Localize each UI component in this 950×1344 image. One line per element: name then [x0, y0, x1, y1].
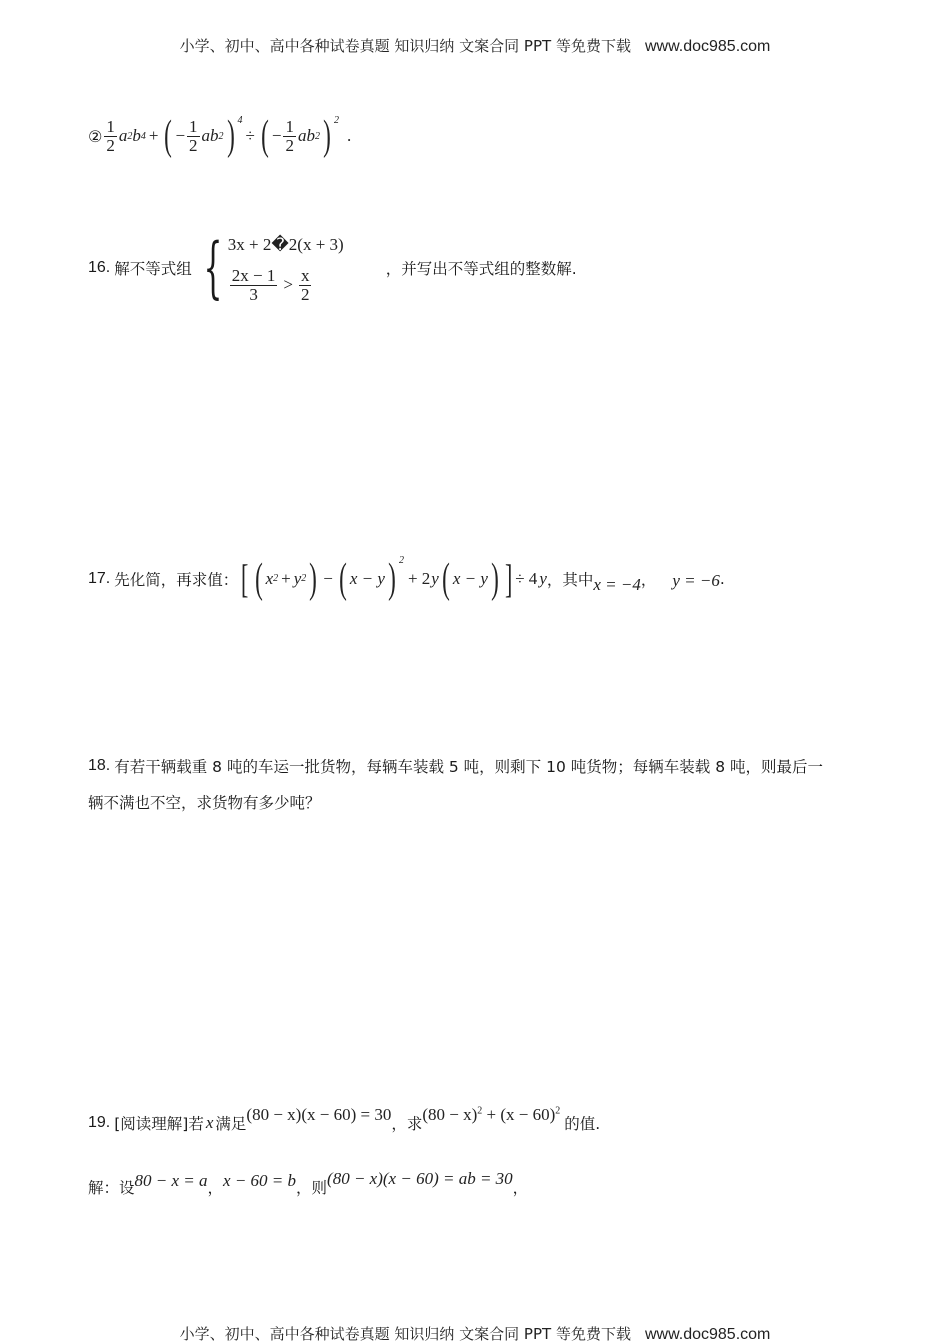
x-value: x = −4	[593, 574, 641, 594]
solution-prefix: 解：设	[88, 1179, 135, 1197]
question-19-prefix: [阅读理解]若	[114, 1115, 204, 1133]
question-17-mid: ，其中	[546, 570, 594, 589]
item-marker: ②	[88, 126, 103, 146]
question-18-continued	[88, 791, 321, 813]
variable-x: x	[205, 1113, 214, 1132]
value-separator: ，	[640, 570, 657, 589]
question-number: 16.	[88, 259, 111, 276]
question-19-mid2: ，求	[391, 1115, 423, 1133]
solution-comma-1: ，	[207, 1179, 224, 1197]
question-19	[88, 1105, 601, 1134]
question-17-prefix: 先化简，再求值：	[114, 570, 239, 589]
header-text: 小学、初中、高中各种试卷真题 知识归纳 文案合同 PPT 等免费下载	[179, 37, 631, 55]
question-number: 19.	[88, 1114, 111, 1131]
question-19-suffix: 的值.	[564, 1115, 601, 1133]
footer-text: 小学、初中、高中各种试卷真题 知识归纳 文案合同 PPT 等免费下载	[179, 1325, 631, 1343]
page-footer	[0, 1323, 950, 1344]
question-16	[88, 228, 577, 308]
item-2	[88, 115, 351, 157]
question-19-mid: 满足	[215, 1115, 247, 1133]
solution	[88, 1169, 529, 1198]
question-number: 17.	[88, 569, 111, 587]
inequality-1: 3x + 2�2(x + 3)	[227, 235, 344, 254]
substitution-a: 80 − x = a	[134, 1171, 208, 1190]
substitution-b: x − 60 = b	[223, 1171, 297, 1190]
y-value: y = −6	[672, 570, 720, 590]
product-equation: (80 − x)(x − 60) = ab = 30	[327, 1169, 513, 1188]
question-number: 18.	[88, 757, 111, 774]
question-18-line-2: 辆不满也不空，求货物有多少吨？	[88, 794, 321, 812]
page-header	[0, 35, 950, 56]
question-18-line-1: 有若干辆载重 8 吨的车运一批货物，每辆车装载 5 吨，则剩下 10 吨货物；每辆车装载 8 吨，则最后一	[114, 758, 823, 776]
question-17-expression: [ ( x 2 + y 2 ) − ( x − y ) $^2$ + 2 y ( x − y ) ] ÷ 4 y	[241, 555, 547, 602]
question-17-end: .	[719, 569, 725, 588]
question-17	[88, 555, 725, 602]
inequality-2: $\frac{2x - 1}{3}$ > $\frac{x}{2}$	[231, 265, 310, 304]
question-18	[88, 755, 823, 777]
question-16-prefix: 解不等式组	[114, 260, 192, 278]
question-16-suffix: ，并写出不等式组的整数解.	[385, 260, 577, 278]
solution-comma-2: ，	[512, 1179, 529, 1197]
target-expression: $(80 - x)^2 + (x - 60)^2$	[422, 1105, 561, 1124]
item-2-expression: $\frac{1}{2}$ a 2 b 4 + ( − $\frac{1}{2}$ ab 2 ) $^4$ ÷ ( − $\frac{1}{2}$ ab 2 ) $^2$ .	[106, 113, 352, 159]
condition-equation: (80 − x)(x − 60) = 30	[246, 1105, 392, 1124]
inequality-system: { 3x + 2�2(x + 3) $\frac{2x - 1}{3}$ > $\frac{x}{2}$	[203, 229, 344, 306]
solution-then: ，则	[296, 1179, 328, 1197]
footer-site: www.doc985.com	[644, 1326, 771, 1343]
header-site: www.doc985.com	[644, 38, 771, 55]
